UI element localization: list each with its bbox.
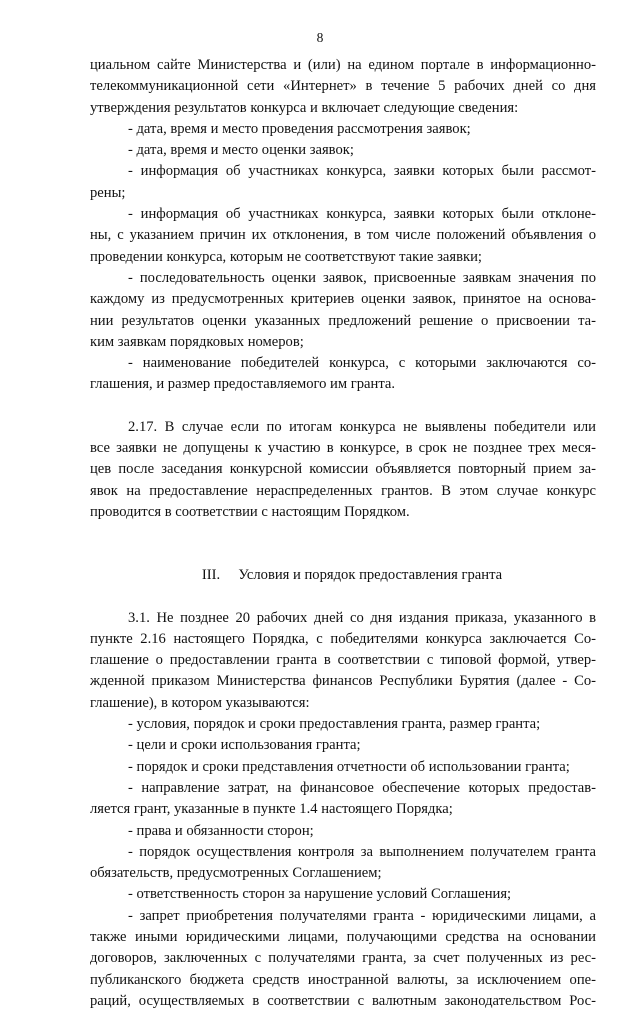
text-line: глашение о предоставлении гранта в соответствии с типовой формой, утвер- — [90, 652, 596, 669]
text-line: - ответственность сторон за нарушение условий Соглашения; — [128, 886, 512, 903]
paragraph-gap — [90, 396, 596, 417]
document-body — [90, 55, 596, 1012]
text-line: пункте 2.16 настоящего Порядка, с победителями конкурса заключается Со- — [90, 630, 596, 647]
text-line: - наименование победителей конкурса, с которыми заключаются со- — [128, 355, 596, 372]
paragraph-3-1 — [90, 608, 596, 1012]
text-line: - информация об участниках конкурса, заявки которых были рассмот- — [128, 163, 596, 180]
text-line: 2.17. В случае если по итогам конкурса не выявлены победители или — [128, 418, 596, 435]
text-line: - направление затрат, на финансовое обеспечение которых предостав- — [128, 779, 596, 796]
text-line: - дата, время и место проведения рассмотрения заявок; — [128, 120, 471, 137]
text-line: - права и обязанности сторон; — [128, 822, 314, 839]
text-line: глашения, и размер предоставляемого им гранта. — [90, 376, 396, 393]
text-line: проведении конкурса, которым не соответствуют такие заявки; — [90, 248, 482, 265]
text-line: циальном сайте Министерства и (или) на едином портале в информационно- — [90, 57, 596, 73]
page-number: 8 — [316, 30, 324, 45]
text-line: раций, осуществляемых в соответствии с валютным законодательством Рос- — [90, 992, 596, 1009]
text-line: утверждения результатов конкурса и включает следующие сведения: — [90, 99, 519, 116]
text-line: - условия, порядок и сроки предоставления гранта, размер гранта; — [128, 716, 541, 733]
text-line: ляется грант, указанные в пункте 1.4 настоящего Порядка; — [90, 801, 453, 818]
paragraph-gap — [90, 544, 596, 565]
text-line: проводится в соответствии с настоящим Порядком. — [90, 503, 410, 520]
text-line: 3.1. Не позднее 20 рабочих дней со дня издания приказа, указанного в — [128, 609, 596, 626]
text-line: - информация об участниках конкурса, заявки которых были отклоне- — [128, 206, 596, 223]
text-line: жденной приказом Министерства финансов Республики Бурятия (далее - Со- — [90, 673, 596, 690]
paragraph-gap — [90, 523, 596, 544]
text-line: рены; — [90, 184, 126, 201]
text-line: - запрет приобретения получателями гранта - юридическими лицами, а — [128, 907, 596, 924]
text-line: телекоммуникационной сети «Интернет» в течение 5 рабочих дней со дня — [90, 78, 596, 95]
text-line: нии результатов оценки указанных предложений решение о присвоении та- — [90, 312, 596, 329]
text-line: - цели и сроки использования гранта; — [128, 737, 361, 754]
section-heading: III. Условия и порядок предоставления гранта — [201, 567, 503, 584]
text-line: - последовательность оценки заявок, присвоенные заявкам значения по — [128, 269, 596, 286]
text-line: публиканского бюджета средств иностранной валюты, за исключением опе- — [90, 971, 596, 988]
text-line: - порядок осуществления контроля за выполнением получателем гранта — [128, 843, 596, 860]
text-line: цев после заседания конкурсной комиссии объявляется повторный прием за- — [90, 461, 596, 478]
announcement-details-block — [90, 55, 596, 396]
text-line: глашение), в котором указываются: — [90, 694, 310, 711]
text-line: - дата, время и место оценки заявок; — [128, 142, 354, 159]
text-line: явок на предоставление нераспределенных грантов. В этом случае конкурс — [90, 482, 596, 499]
paragraph-gap — [90, 587, 596, 608]
text-line: - порядок и сроки представления отчетности об использовании гранта; — [128, 758, 570, 775]
text-line: обязательств, предусмотренных Соглашением; — [90, 865, 382, 882]
text-line: каждому из предусмотренных критериев оценки заявок, принятое на основа- — [90, 291, 596, 308]
text-line: договоров, заключенных с получателями гранта, за счет полученных из рес- — [90, 950, 596, 967]
text-line: ким заявкам порядковых номеров; — [90, 333, 304, 350]
text-line: все заявки не допущены к участию в конкурсе, в срок не позднее трех меся- — [90, 440, 596, 457]
paragraph-2-17 — [90, 417, 596, 523]
text-line: также иными юридическими лицами, получающими средства на основании — [90, 928, 596, 945]
text-line: ны, с указанием причин их отклонения, в том числе положений объявления о — [90, 227, 596, 244]
